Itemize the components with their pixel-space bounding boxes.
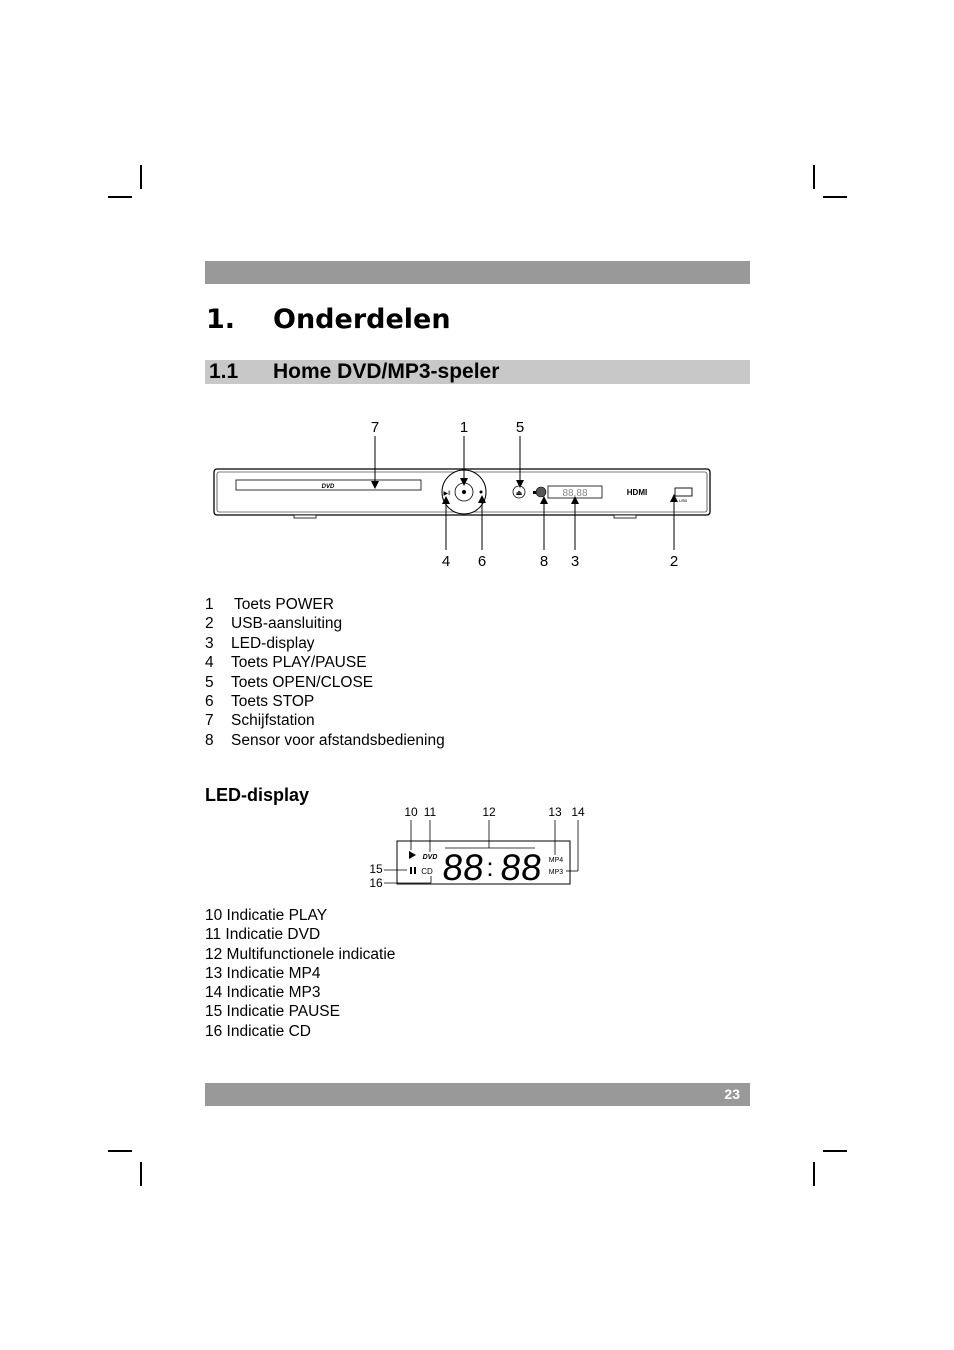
list-item: 13 Indicatie MP4 [205,964,321,982]
crop-mark [813,1162,815,1186]
callout-8: 8 [539,553,549,570]
pause-indicator-icon [410,867,412,874]
front-display-digits: 88.88 [562,488,588,499]
callout-3: 3 [570,553,580,570]
list-item: 14 Indicatie MP3 [205,984,321,1002]
stop-glyph [480,491,483,494]
hdmi-logo: HDMI [626,488,648,497]
callout-10: 10 [404,805,418,819]
section-number: 1.1 [209,360,239,383]
chapter-number: 1. [206,304,236,335]
dvd-indicator: DVD [422,854,438,861]
list-item: 7 Schijfstation [205,712,315,730]
list-item: 10 Indicatie PLAY [205,907,328,924]
callout-15: 15 [369,862,383,876]
list-item: 8 Sensor voor afstandsbediening [205,731,445,749]
digits-right: 88 [498,846,545,888]
player-foot [614,515,636,518]
list-item: 3 LED-display [205,634,315,652]
callout-13: 13 [548,805,562,819]
usb-label: USB [678,498,688,503]
footer-bar [205,1083,750,1106]
callout-2: 2 [669,553,679,570]
callout-6: 6 [477,553,487,570]
page-number: 23 [724,1086,740,1102]
list-item: 4 Toets PLAY/PAUSE [205,654,367,672]
crop-mark [108,1150,132,1152]
list-item: 1 Toets POWER [205,596,334,613]
parts-list [205,595,445,750]
play-pause-glyph: ▶‖ [443,491,451,497]
indicators-list [205,906,395,1041]
list-item: 16 Indicatie CD [205,1022,311,1040]
eject-glyph: ⏏ [515,490,523,497]
callout-7: 7 [370,419,380,436]
usb-port [675,488,692,496]
list-item: 12 Multifunctionele indicatie [205,945,396,963]
mp4-indicator: MP4 [548,857,564,864]
chapter-title: Onderdelen [273,304,451,335]
crop-mark [140,1162,142,1186]
section-title: Home DVD/MP3-speler [273,360,500,383]
crop-mark [823,1150,847,1152]
led-display-diagram [0,790,954,900]
list-item: 6 Toets STOP [205,692,315,710]
digits-left: 88 [440,846,487,888]
tray-label: DVD [321,484,335,490]
callout-1: 1 [459,419,469,436]
callout-5: 5 [515,419,525,436]
mp3-indicator: MP3 [548,869,564,876]
dvd-player-diagram [0,0,954,600]
remote-sensor-icon [536,487,546,497]
cd-indicator: CD [421,867,433,876]
callout-4: 4 [441,553,451,570]
led-display-heading: LED-display [205,785,310,805]
callout-12: 12 [482,805,496,819]
digits-colon: : [486,852,494,882]
callout-16: 16 [369,876,383,890]
list-item: 15 Indicatie PAUSE [205,1003,340,1021]
callout-11: 11 [423,805,437,819]
list-item: 11 Indicatie DVD [205,926,321,944]
list-item: 5 Toets OPEN/CLOSE [205,673,374,691]
player-foot [294,515,316,518]
list-item: 2 USB-aansluiting [205,615,343,633]
callout-14: 14 [571,805,585,819]
